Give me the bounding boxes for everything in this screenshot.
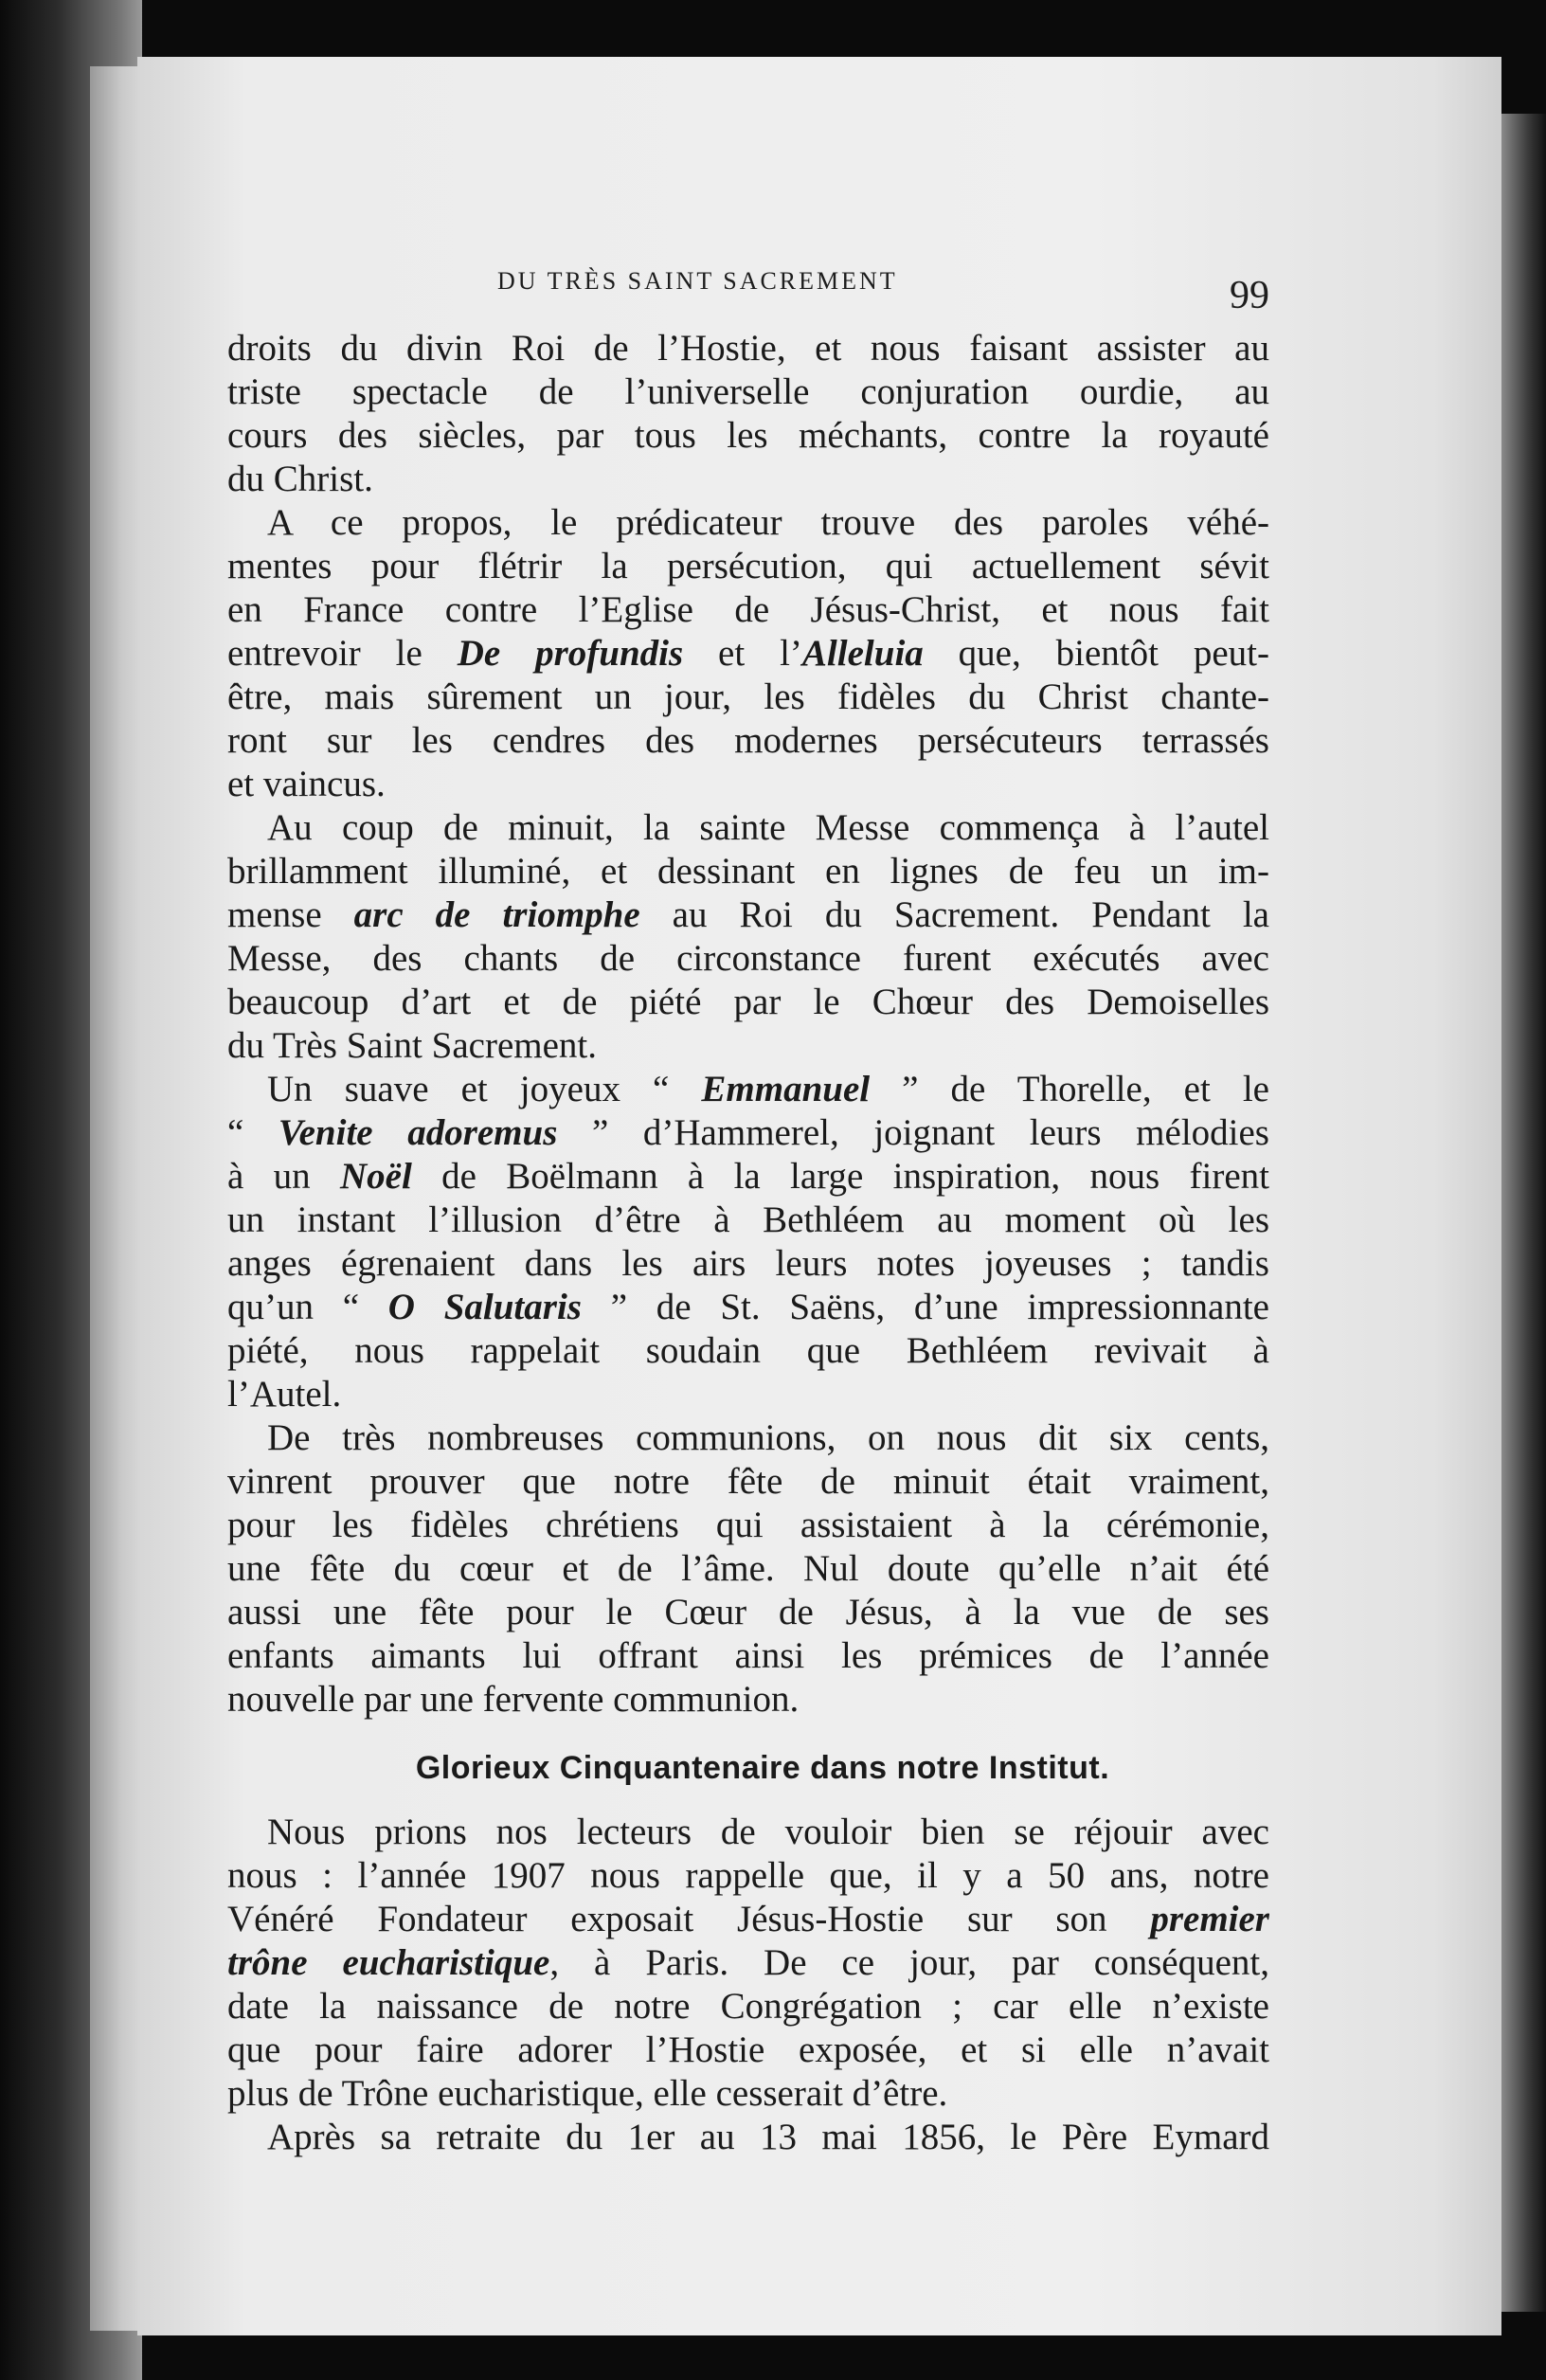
text-line: [227, 1155, 1269, 1199]
text-segment: que, bientôt peut-: [923, 633, 1269, 674]
italic-phrase: Emmanuel: [701, 1069, 871, 1109]
text-line: [227, 1941, 1269, 1985]
text-line: [227, 1898, 1269, 1941]
text-segment: Vénéré Fondateur exposait Jésus-Hostie sur son: [227, 1899, 1151, 1939]
running-head: DU TRÈS SAINT SACREMENT: [497, 267, 898, 295]
text-line: [227, 1811, 1269, 1854]
text-segment: pour les fidèles chrétiens qui assistaient à la cérémonie,: [227, 1505, 1269, 1545]
text-segment: brillamment illuminé, et dessinant en lignes de feu un im-: [227, 851, 1269, 892]
text-segment: Au coup de minuit, la sainte Messe commença à l’autel: [267, 807, 1269, 848]
text-segment: triste spectacle de l’universelle conjuration ourdie, au: [227, 371, 1269, 412]
text-segment: de Boëlmann à la large inspiration, nous firent: [411, 1156, 1269, 1197]
text-segment: être, mais sûrement un jour, les fidèles du Christ chante-: [227, 676, 1269, 717]
text-segment: anges égrenaient dans les airs leurs notes joyeuses ; tandis: [227, 1243, 1269, 1284]
text-line: [227, 893, 1269, 937]
italic-phrase: premier: [1150, 1899, 1269, 1939]
facing-page-edge: [90, 66, 142, 2331]
text-segment: De très nombreuses communions, on nous dit six cents,: [267, 1417, 1269, 1458]
text-segment: que pour faire adorer l’Hostie exposée, et si elle n’avait: [227, 2029, 1269, 2070]
italic-phrase: Alleluia: [801, 633, 924, 674]
text-segment: aussi une fête pour le Cœur de Jésus, à la vue de ses: [227, 1592, 1269, 1632]
text-segment: un instant l’illusion d’être à Bethléem au moment où les: [227, 1199, 1269, 1240]
text-line: [227, 1854, 1269, 1898]
text-segment: du Christ.: [227, 459, 373, 499]
text-segment: et vaincus.: [227, 764, 386, 804]
text-segment: et l’: [683, 633, 802, 674]
text-line: [227, 327, 1269, 370]
text-line: [227, 1460, 1269, 1504]
text-segment: droits du divin Roi de l’Hostie, et nous faisant assister au: [227, 328, 1269, 369]
italic-phrase: O Salutaris: [387, 1287, 582, 1327]
text-line: [227, 1199, 1269, 1242]
page-number: 99: [1230, 274, 1269, 317]
text-line: [227, 1547, 1269, 1591]
text-segment: nouvelle par une fervente communion.: [227, 1679, 800, 1720]
text-line: [227, 501, 1269, 545]
text-segment: piété, nous rappelait soudain que Bethléem revivait à: [227, 1330, 1269, 1371]
italic-phrase: De profundis: [457, 633, 684, 674]
text-line: [227, 370, 1269, 414]
text-line: [227, 632, 1269, 676]
text-segment: cours des siècles, par tous les méchants, contre la royauté: [227, 415, 1269, 456]
text-segment: au Roi du Sacrement. Pendant la: [639, 894, 1269, 935]
text-line: [227, 1416, 1269, 1460]
text-line: [227, 763, 1269, 806]
text-line: [227, 414, 1269, 458]
text-segment: mentes pour flétrir la persécution, qui actuellement sévit: [227, 546, 1269, 586]
text-segment: à un: [227, 1156, 340, 1197]
text-segment: plus de Trône eucharistique, elle cesserait d’être.: [227, 2073, 948, 2114]
text-line: [227, 1286, 1269, 1329]
text-line: [227, 1591, 1269, 1634]
text-segment: date la naissance de notre Congrégation ; car elle n’existe: [227, 1986, 1269, 2027]
text-line: [227, 588, 1269, 632]
text-line: [227, 719, 1269, 763]
text-segment: beaucoup d’art et de piété par le Chœur des Demoiselles: [227, 982, 1269, 1022]
text-line: [227, 806, 1269, 850]
page-block-edge: [1501, 114, 1546, 2312]
text-line: [227, 1373, 1269, 1416]
italic-phrase: Venite adoremus: [278, 1112, 558, 1153]
section-heading: [227, 1746, 1269, 1790]
text-line: [227, 1634, 1269, 1678]
text-segment: enfants aimants lui offrant ainsi les prémices de l’année: [227, 1635, 1269, 1676]
text-segment: “: [227, 1112, 279, 1153]
text-line: [227, 676, 1269, 719]
text-segment: ” de Thorelle, et le: [870, 1069, 1269, 1109]
text-line: [227, 1024, 1269, 1068]
text-line: [227, 1242, 1269, 1286]
text-segment: nous : l’année 1907 nous rappelle que, il y a 50 ans, notre: [227, 1855, 1269, 1896]
text-segment: qu’un “: [227, 1287, 388, 1327]
text-segment: ront sur les cendres des modernes persécuteurs terrassés: [227, 720, 1269, 761]
text-line: [227, 2116, 1269, 2159]
text-segment: , à Paris. De ce jour, par conséquent,: [549, 1942, 1269, 1983]
text-line: [227, 545, 1269, 588]
text-segment: Messe, des chants de circonstance furent exécutés avec: [227, 938, 1269, 979]
text-line: [227, 937, 1269, 981]
text-segment: en France contre l’Eglise de Jésus-Christ, et nous fait: [227, 589, 1269, 630]
text-line: [227, 458, 1269, 501]
text-segment: Après sa retraite du 1er au 13 mai 1856, le Père Eymard: [267, 2117, 1269, 2157]
body-text: [227, 327, 1269, 2159]
text-segment: vinrent prouver que notre fête de minuit était vraiment,: [227, 1461, 1269, 1502]
text-segment: Glorieux Cinquantenaire dans notre Institut.: [415, 1750, 1110, 1786]
text-line: [227, 1111, 1269, 1155]
text-segment: mense: [227, 894, 354, 935]
text-line: [227, 1504, 1269, 1547]
text-segment: A ce propos, le prédicateur trouve des paroles véhé-: [267, 502, 1269, 543]
text-line: [227, 1678, 1269, 1722]
text-segment: ” d’Hammerel, joignant leurs mélodies: [557, 1112, 1269, 1153]
text-line: [227, 981, 1269, 1024]
text-segment: l’Autel.: [227, 1374, 342, 1415]
italic-phrase: trône eucharistique: [227, 1942, 550, 1983]
text-segment: une fête du cœur et de l’âme. Nul doute qu’elle n’ait été: [227, 1548, 1269, 1589]
text-line: [227, 1068, 1269, 1111]
text-line: [227, 1329, 1269, 1373]
text-line: [227, 850, 1269, 893]
text-line: [227, 2072, 1269, 2116]
text-segment: Nous prions nos lecteurs de vouloir bien se réjouir avec: [267, 1812, 1269, 1852]
text-segment: entrevoir le: [227, 633, 458, 674]
text-line: [227, 1985, 1269, 2028]
text-segment: Un suave et joyeux “: [267, 1069, 702, 1109]
italic-phrase: Noël: [339, 1156, 412, 1197]
text-segment: du Très Saint Sacrement.: [227, 1025, 597, 1066]
italic-phrase: arc de triomphe: [353, 894, 640, 935]
text-line: [227, 2028, 1269, 2072]
text-segment: ” de St. Saëns, d’une impressionnante: [581, 1287, 1269, 1327]
